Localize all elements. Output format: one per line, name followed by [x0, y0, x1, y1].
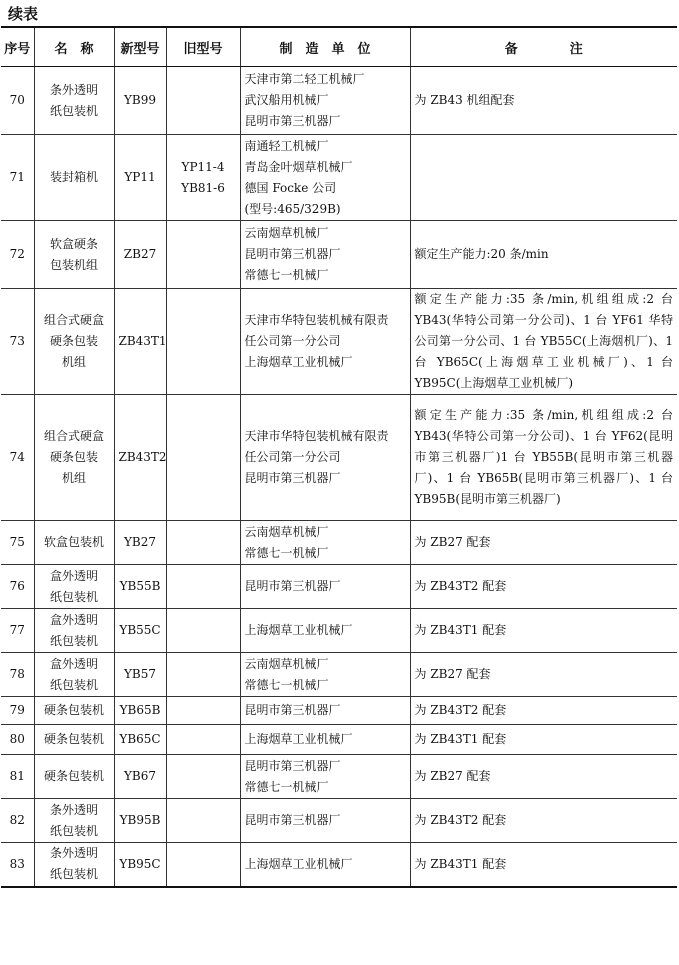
row-name	[34, 135, 114, 221]
row-old-model-line: YB81-6	[181, 180, 225, 195]
row-maker	[240, 289, 410, 395]
row-new-model: YP11	[114, 135, 166, 221]
table-row	[1, 67, 677, 135]
row-name	[34, 289, 114, 395]
row-name	[34, 67, 114, 135]
row-new-model: YB55B	[114, 565, 166, 609]
table-row	[1, 653, 677, 697]
row-maker-line: 昆明市第三机器厂	[244, 703, 341, 717]
row-maker	[240, 135, 410, 221]
table-row	[1, 799, 677, 843]
row-no: 80	[1, 725, 34, 755]
row-old-model	[166, 135, 240, 221]
row-note: 为 ZB43T1 配套	[410, 609, 677, 653]
row-no: 70	[1, 67, 34, 135]
row-maker-line: 常德七一机械厂	[244, 779, 329, 794]
row-no: 82	[1, 799, 34, 843]
row-new-model: YB65B	[114, 697, 166, 725]
row-new-model: YB27	[114, 521, 166, 565]
row-new-model: YB95B	[114, 799, 166, 843]
row-name-line: 包装机组	[49, 257, 98, 272]
row-old-model	[166, 755, 240, 799]
row-name-line: 盒外透明	[49, 612, 98, 627]
row-old-model	[166, 697, 240, 725]
row-note: 额定生产能力:20 条/min	[410, 221, 677, 289]
row-maker-line: 昆明市第三机器厂	[244, 247, 341, 261]
row-maker-line: 德国 Focke 公司	[244, 180, 337, 195]
row-old-model	[166, 653, 240, 697]
row-note: 额定生产能力:35 条/min,机组组成:2 台 YB43(华特公司第一分公司)、1 台 YF62(昆明市第三机器厂)1 台 YB55B(昆明市第三机器厂)、1 台 YB65B(昆明市第三机器厂)、1 台 YB95B(昆明市第三机器厂)	[410, 395, 677, 521]
row-maker	[240, 697, 410, 725]
row-old-model	[166, 565, 240, 609]
row-new-model: YB55C	[114, 609, 166, 653]
row-maker-line: 昆明市第三机器厂	[244, 471, 341, 485]
row-maker	[240, 799, 410, 843]
row-maker-line: 上海烟草工业机械厂	[244, 856, 353, 871]
row-note: 为 ZB43 机组配套	[410, 67, 677, 135]
row-name-line: 纸包装机	[49, 677, 98, 692]
row-no: 73	[1, 289, 34, 395]
row-old-model	[166, 395, 240, 521]
header-maker: 制 造 单 位	[240, 27, 410, 67]
row-old-model	[166, 799, 240, 843]
row-maker-line: 昆明市第三机器厂	[244, 114, 341, 128]
row-name	[34, 697, 114, 725]
row-note: 为 ZB43T2 配套	[410, 697, 677, 725]
row-no: 81	[1, 755, 34, 799]
row-maker-line: 天津市华特包装机械有限责	[244, 429, 389, 443]
row-no: 76	[1, 565, 34, 609]
row-note: 为 ZB27 配套	[410, 755, 677, 799]
row-name-line: 硬条包装	[49, 334, 98, 348]
row-maker	[240, 67, 410, 135]
equipment-table	[1, 26, 677, 888]
table-row	[1, 843, 677, 887]
row-maker-line: 云南烟草机械厂	[244, 656, 329, 671]
row-name-line: 纸包装机	[49, 867, 98, 882]
row-note: 为 ZB43T1 配套	[410, 725, 677, 755]
header-row	[1, 27, 677, 67]
row-new-model: YB57	[114, 653, 166, 697]
row-note: 为 ZB43T1 配套	[410, 843, 677, 887]
row-new-model: YB65C	[114, 725, 166, 755]
row-maker-line: 青岛金叶烟草机械厂	[244, 159, 353, 174]
row-maker	[240, 725, 410, 755]
table-caption: 续表	[8, 5, 39, 23]
table-row	[1, 697, 677, 725]
table-row	[1, 609, 677, 653]
row-note: 为 ZB27 配套	[410, 653, 677, 697]
row-maker-line: 常德七一机械厂	[244, 268, 329, 282]
row-maker-line: 云南烟草机械厂	[244, 226, 329, 240]
row-no: 71	[1, 135, 34, 221]
row-maker-line: 常德七一机械厂	[244, 677, 329, 692]
row-maker	[240, 609, 410, 653]
row-no: 83	[1, 843, 34, 887]
row-new-model: YB95C	[114, 843, 166, 887]
row-maker	[240, 755, 410, 799]
row-name-line: 纸包装机	[49, 823, 98, 838]
row-name-line: 盒外透明	[49, 656, 98, 671]
row-name-line: 盒外透明	[49, 568, 98, 583]
row-name-line: 条外透明	[49, 82, 98, 97]
row-maker-line: (型号:465/329B)	[244, 201, 341, 216]
row-maker-line: 昆明市第三机器厂	[244, 758, 341, 773]
row-name	[34, 521, 114, 565]
row-maker	[240, 843, 410, 887]
row-no: 74	[1, 395, 34, 521]
row-maker-line: 上海烟草工业机械厂	[244, 355, 353, 369]
table-row	[1, 289, 677, 395]
row-old-model-line: YP11-4	[181, 159, 225, 174]
row-name	[34, 799, 114, 843]
row-maker-line: 任公司第一分公司	[244, 450, 341, 464]
row-name-line: 机组	[61, 471, 86, 485]
row-maker	[240, 521, 410, 565]
row-name	[34, 395, 114, 521]
row-maker	[240, 653, 410, 697]
row-name-line: 组合式硬盒	[43, 429, 104, 443]
row-old-model	[166, 843, 240, 887]
table-row	[1, 221, 677, 289]
header-new-model: 新型号	[114, 27, 166, 67]
row-name-line: 机组	[61, 355, 86, 369]
row-name	[34, 843, 114, 887]
row-maker-line: 云南烟草机械厂	[244, 524, 329, 539]
row-maker-line: 天津市第二轻工机械厂	[244, 72, 365, 86]
row-name-line: 软盒包装机	[43, 535, 104, 549]
row-new-model: ZB27	[114, 221, 166, 289]
row-name-line: 硬条包装机	[43, 732, 104, 746]
row-old-model	[166, 289, 240, 395]
row-old-model	[166, 521, 240, 565]
table-row	[1, 395, 677, 521]
row-maker	[240, 221, 410, 289]
row-name-line: 装封箱机	[49, 170, 98, 184]
row-old-model	[166, 609, 240, 653]
row-no: 72	[1, 221, 34, 289]
row-new-model: YB99	[114, 67, 166, 135]
row-note: 为 ZB27 配套	[410, 521, 677, 565]
row-old-model	[166, 67, 240, 135]
row-no: 75	[1, 521, 34, 565]
row-no: 78	[1, 653, 34, 697]
row-maker-line: 武汉船用机械厂	[244, 93, 329, 107]
row-new-model: YB67	[114, 755, 166, 799]
row-name	[34, 755, 114, 799]
header-old-model: 旧型号	[166, 27, 240, 67]
row-maker	[240, 565, 410, 609]
row-name-line: 条外透明	[49, 802, 98, 817]
row-note	[410, 135, 677, 221]
row-maker-line: 南通轻工机械厂	[244, 138, 329, 153]
row-name	[34, 609, 114, 653]
row-name-line: 纸包装机	[49, 633, 98, 648]
row-name-line: 纸包装机	[49, 589, 98, 604]
row-maker	[240, 395, 410, 521]
row-maker-line: 上海烟草工业机械厂	[244, 623, 353, 637]
row-name-line: 硬条包装机	[43, 703, 104, 717]
row-name-line: 硬条包装机	[43, 769, 104, 783]
row-name	[34, 565, 114, 609]
row-name	[34, 653, 114, 697]
row-maker-line: 任公司第一分公司	[244, 334, 341, 348]
row-note: 额定生产能力:35 条/min,机组组成:2 台 YB43(华特公司第一分公司)、1 台 YF61 华特公司第一分公司、1 台 YB55C(上海烟机厂)、1 台 YB65C(上海烟草工业机械厂)、1 台 YB95C(上海烟草工业机械厂)	[410, 289, 677, 395]
row-new-model: ZB43T1	[114, 289, 166, 395]
row-new-model: ZB43T2	[114, 395, 166, 521]
row-name-line: 硬条包装	[49, 450, 98, 464]
row-maker-line: 昆明市第三机器厂	[244, 579, 341, 593]
row-name-line: 组合式硬盒	[43, 313, 104, 327]
row-name-line: 软盒硬条	[49, 236, 98, 251]
header-name: 名 称	[34, 27, 114, 67]
row-name-line: 条外透明	[49, 846, 98, 861]
table-row	[1, 135, 677, 221]
header-note: 备 注	[410, 27, 677, 67]
row-name	[34, 725, 114, 755]
table-row	[1, 725, 677, 755]
row-maker-line: 常德七一机械厂	[244, 545, 329, 560]
row-name	[34, 221, 114, 289]
row-old-model	[166, 221, 240, 289]
row-name-line: 纸包装机	[49, 103, 98, 118]
row-note: 为 ZB43T2 配套	[410, 799, 677, 843]
row-note: 为 ZB43T2 配套	[410, 565, 677, 609]
row-old-model	[166, 725, 240, 755]
table-row	[1, 755, 677, 799]
header-no: 序号	[1, 27, 34, 67]
row-maker-line: 天津市华特包装机械有限责	[244, 313, 389, 327]
row-maker-line: 昆明市第三机器厂	[244, 813, 341, 827]
row-maker-line: 上海烟草工业机械厂	[244, 732, 353, 746]
table-row	[1, 521, 677, 565]
row-no: 77	[1, 609, 34, 653]
row-no: 79	[1, 697, 34, 725]
table-row	[1, 565, 677, 609]
